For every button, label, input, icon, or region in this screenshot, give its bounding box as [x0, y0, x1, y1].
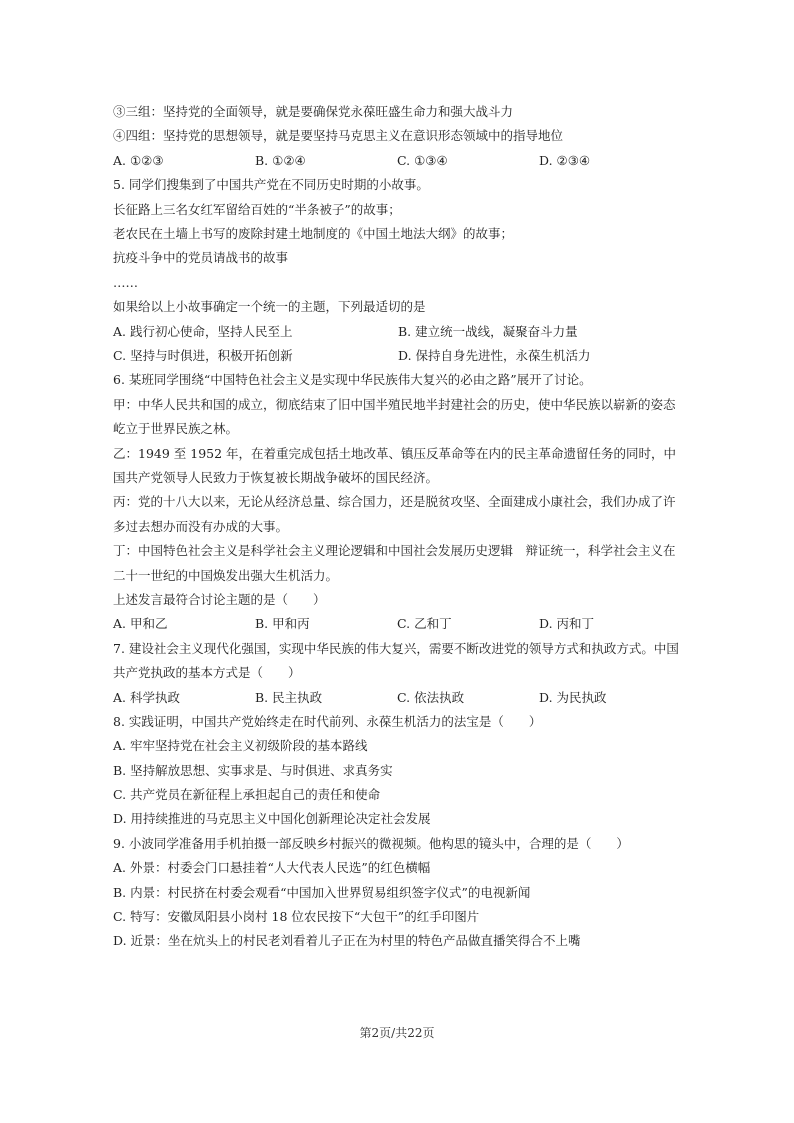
q6-statement-jia: 甲：中华人民共和国的成立，彻底结束了旧中国半殖民地半封建社会的历史，使中华民族以崭新的姿态屹立于世界民族之林。 [113, 396, 676, 437]
q4-option-d: D. ②③④ [539, 152, 591, 168]
q4-option-c: C. ①③④ [397, 152, 448, 168]
q8-option-c: C. 共产党员在新征程上承担起自己的责任和使命 [113, 787, 381, 803]
q5-story-2: 老农民在土墙上书写的废除封建土地制度的《中国土地法大纲》的故事； [113, 225, 514, 241]
q7-option-a: A. 科学执政 [113, 689, 180, 705]
q4-options [113, 149, 683, 173]
q9-option-d: D. 近景：坐在炕头上的村民老刘看着儿子正在为村里的特色产品做直播笑得合不上嘴 [113, 933, 581, 949]
q5-question: 如果给以上小故事确定一个统一的主题，下列最适切的是 [113, 299, 426, 315]
q4-option-a: A. ①②③ [113, 152, 164, 168]
q9-option-a: A. 外景：村委会门口悬挂着“人大代表人民选”的红色横幅 [113, 860, 431, 876]
q6-statement-ding: 丁：中国特色社会主义是科学社会主义理论逻辑和中国社会发展历史逻辑 辩证统一，科学社会主义在二十一世纪的中国焕发出强大生机活力。 [113, 543, 676, 583]
q8-option-d: D. 用持续推进的马克思主义中国化创新理论决定社会发展 [113, 811, 431, 827]
q5-stem: 5. 同学们搜集到了中国共产党在不同历史时期的小故事。 [113, 177, 429, 193]
page-number: 第2页/共22页 [359, 1026, 435, 1040]
q5-option-d: D. 保持自身先进性，永葆生机活力 [398, 347, 591, 363]
q6-statement-yi: 乙：1949 至 1952 年，在着重完成包括土地改革、镇压反革命等在内的民主革命遗留任务的同时，中国共产党领导人民致力于恢复被长期战争破坏的国民经济。 [113, 445, 677, 485]
q9-stem: 9. 小波同学准备用手机拍摄一部反映乡村振兴的微视频。他构思的镜头中，合理的是（ ） [113, 835, 629, 851]
q6-option-b: B. 甲和丙 [255, 616, 310, 632]
q5-option-a: A. 践行初心使命，坚持人民至上 [113, 323, 293, 339]
q5-story-3: 抗疫斗争中的党员请战书的故事 [113, 250, 289, 266]
q7-stem: 7. 建设社会主义现代化强国，实现中华民族的伟大复兴，需要不断改进党的领导方式和执政方式。中国共产党执政的基本方式是（ ） [113, 640, 679, 681]
q5-story-1: 长征路上三名女红军留给百姓的“半条被子”的故事； [113, 201, 401, 217]
q5-options-row-2 [113, 344, 683, 368]
q8-option-a: A. 牢牢坚持党在社会主义初级阶段的基本路线 [113, 738, 368, 754]
q8-stem: 8. 实践证明，中国共产党始终走在时代前列、永葆生机活力的法宝是（ ） [113, 713, 542, 729]
q4-statement-4: ④四组：坚持党的思想领导，就是要坚持马克思主义在意识形态领域中的指导地位 [113, 128, 564, 144]
q9-option-c: C. 特写：安徽凤阳县小岗村 18 位农民按下“大包干”的红手印图片 [113, 909, 480, 925]
q5-ellipsis: …… [113, 274, 138, 290]
q5-option-c: C. 坚持与时俱进，积极开拓创新 [113, 347, 293, 363]
q7-options [113, 686, 683, 710]
q6-question: 上述发言最符合讨论主题的是（ ） [113, 591, 326, 607]
q4-statement-3: ③三组：坚持党的全面领导，就是要确保党永葆旺盛生命力和强大战斗力 [113, 104, 514, 119]
q7-option-d: D. 为民执政 [539, 689, 607, 705]
q6-option-a: A. 甲和乙 [113, 616, 168, 632]
q4-option-b: B. ①②④ [255, 152, 306, 168]
q6-option-d: D. 丙和丁 [539, 616, 595, 632]
q9-option-b: B. 内景：村民挤在村委会观看“中国加入世界贸易组织签字仪式”的电视新闻 [113, 884, 531, 900]
q7-option-c: C. 依法执政 [397, 689, 465, 705]
q7-option-b: B. 民主执政 [255, 689, 323, 705]
q6-options [113, 612, 683, 636]
q6-option-c: C. 乙和丁 [397, 616, 452, 632]
q8-option-b: B. 坚持解放思想、实事求是、与时俱进、求真务实 [113, 762, 393, 778]
q6-stem: 6. 某班同学围绕“中国特色社会主义是实现中华民族伟大复兴的必由之路”展开了讨论。 [113, 372, 592, 388]
q6-statement-bing: 丙：党的十八大以来，无论从经济总量、综合国力，还是脱贫攻坚、全面建成小康社会，我们办成了许多过去想办而没有办成的大事。 [113, 494, 676, 534]
q5-option-b: B. 建立统一战线，凝聚奋斗力量 [398, 323, 578, 339]
q5-options-row-1 [113, 320, 683, 344]
page-content [113, 100, 683, 954]
